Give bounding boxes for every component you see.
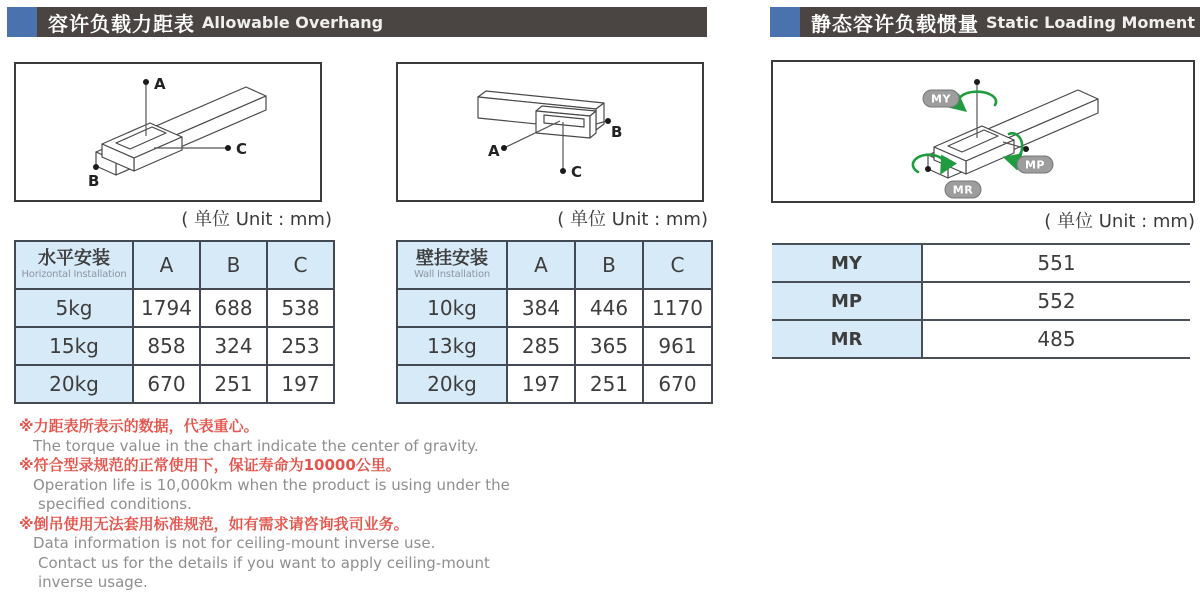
horizontal-installation-table <box>14 240 335 404</box>
point-label-c: C <box>571 163 583 181</box>
table-row: 20kg 197 251 670 <box>397 365 712 403</box>
table-row: MR 485 <box>772 320 1190 358</box>
section-title-zh: 容许负载力距表 <box>48 11 195 36</box>
note-en: The torque value in the chart indicate the center of gravity. <box>33 436 479 455</box>
section-header-allowable-overhang <box>7 7 707 37</box>
table-row: 13kg 285 365 961 <box>397 327 712 365</box>
axis-dot-mp <box>1023 146 1029 152</box>
table-row: 15kg 858 324 253 <box>15 327 334 365</box>
accent-square <box>770 7 800 37</box>
static-loading-moment-table <box>772 243 1190 359</box>
section-title-en: Allowable Overhang <box>202 12 384 32</box>
badge-mp-label: MP <box>1024 158 1046 172</box>
note-en: Contact us for the details if you want to apply ceiling-mount <box>38 553 490 572</box>
table-row: MP 552 <box>772 282 1190 320</box>
section-header-static-loading-moment <box>770 7 1200 37</box>
point-label-b: B <box>611 123 623 141</box>
diagram-wall-installation <box>396 62 704 202</box>
table-row: 5kg 1794 688 538 <box>15 289 334 327</box>
wall-rail-drawing <box>398 64 702 200</box>
axis-dot-mr <box>925 166 931 172</box>
unit-label: ( 单位 Unit : mm) <box>181 209 332 230</box>
horizontal-rail-drawing <box>16 64 320 200</box>
point-label-b: B <box>88 172 100 190</box>
column-header-a: A <box>507 241 575 289</box>
note-zh: ※力距表所表示的数据，代表重心。 <box>19 417 259 435</box>
diagram-horizontal-installation <box>14 62 322 202</box>
column-header-c: C <box>643 241 712 289</box>
unit-label: ( 单位 Unit : mm) <box>557 209 708 230</box>
axis-dot-my <box>974 79 980 85</box>
point-marker-a <box>143 79 149 85</box>
badge-my-label: MY <box>931 92 951 106</box>
point-marker-c <box>560 168 566 174</box>
point-marker-a <box>501 145 507 151</box>
note-zh: ※倒吊使用无法套用标准规范，如有需求请咨询我司业务。 <box>19 514 409 533</box>
column-header-c: C <box>267 241 334 289</box>
note-en: Operation life is 10,000km when the product is using under the <box>33 475 510 494</box>
point-label-c: C <box>236 140 248 158</box>
moment-rail-drawing <box>773 62 1193 201</box>
column-header-b: B <box>575 241 643 289</box>
table-row: 10kg 384 446 1170 <box>397 289 712 327</box>
note-zh: ※符合型录规范的正常使用下，保证寿命为10000公里。 <box>19 456 401 474</box>
note-en: inverse usage. <box>38 573 148 591</box>
table-row: MY 551 <box>772 244 1190 282</box>
column-header-b: B <box>200 241 267 289</box>
point-label-a: A <box>488 142 500 160</box>
table-title-cell: 壁挂安装 Wall Installation <box>397 241 507 289</box>
wall-installation-table <box>396 240 713 404</box>
column-header-a: A <box>133 241 200 289</box>
section-title-zh: 静态容许负载惯量 <box>811 11 979 36</box>
badge-mr-label: MR <box>952 183 974 197</box>
unit-label: ( 单位 Unit : mm) <box>1044 211 1195 232</box>
table-title-cell: 水平安装 Horizontal Installation <box>15 241 133 289</box>
diagram-static-loading-moment <box>771 60 1195 203</box>
note-en: specified conditions. <box>38 495 192 513</box>
table-row: 20kg 670 251 197 <box>15 365 334 403</box>
note-en: Data information is not for ceiling-mount inverse use. <box>33 534 436 552</box>
point-marker-b <box>93 164 99 170</box>
point-label-a: A <box>154 75 166 93</box>
accent-square <box>7 7 37 37</box>
section-title-en: Static Loading Moment <box>986 12 1195 32</box>
footnotes <box>19 417 510 593</box>
point-marker-c <box>225 145 231 151</box>
